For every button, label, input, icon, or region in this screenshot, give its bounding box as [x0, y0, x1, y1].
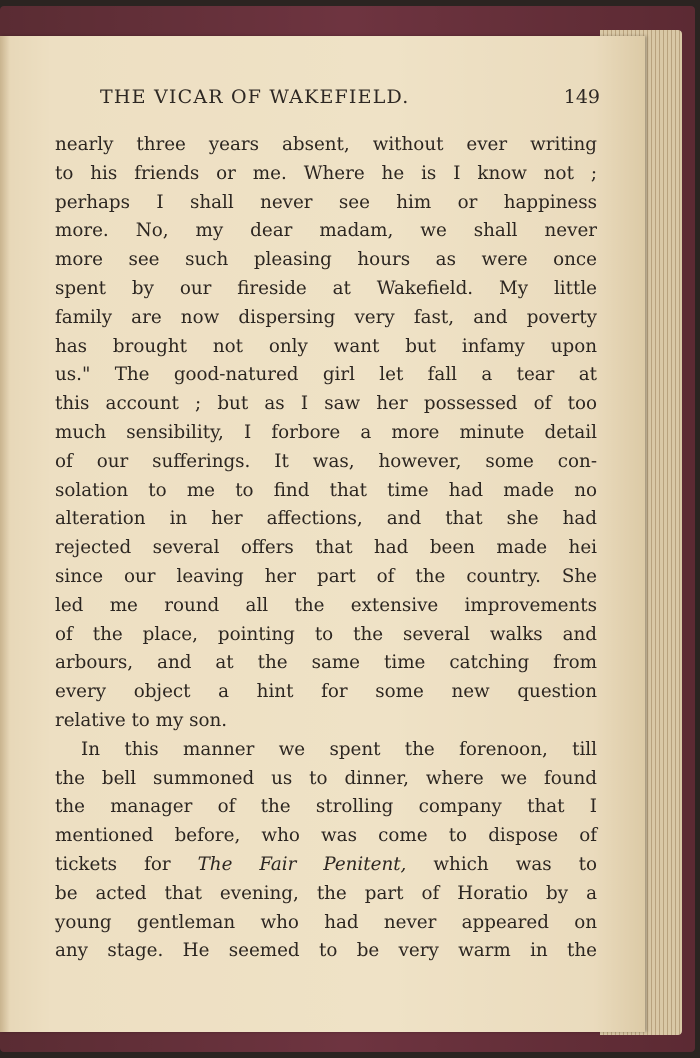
- text-line: perhaps I shall never see him or happiness: [55, 191, 597, 213]
- text-line: to his friends or me. Where he is I know not ;: [55, 162, 597, 184]
- text-line: relative to my son.: [55, 709, 228, 731]
- text-line: of our sufferings. It was, however, some con-: [55, 450, 597, 472]
- text-segment: which was to: [406, 853, 597, 875]
- text-segment: tickets for: [55, 853, 198, 875]
- text-line: young gentleman who had never appeared on: [55, 911, 597, 933]
- text-line: has brought not only want but infamy upon: [55, 335, 597, 357]
- text-line: much sensibility, I forbore a more minute detail: [55, 421, 597, 443]
- text-line: since our leaving her part of the country. She: [55, 565, 597, 587]
- text-line: more. No, my dear madam, we shall never: [55, 220, 597, 242]
- text-line: the bell summoned us to dinner, where we found: [55, 767, 597, 789]
- paragraph-start-line: In this manner we spent the forenoon, till: [81, 738, 597, 760]
- text-line: this account ; but as I saw her possessed of too: [55, 393, 597, 415]
- text-line: nearly three years absent, without ever writing: [55, 134, 597, 155]
- book-page: [0, 36, 645, 1032]
- text-line: be acted that evening, the part of Horatio by a: [55, 882, 597, 904]
- text-line: arbours, and at the same time catching from: [55, 652, 597, 674]
- text-line: of the place, pointing to the several walks and: [55, 623, 597, 645]
- text-line: any stage. He seemed to be very warm in the: [55, 940, 597, 962]
- text-line: more see such pleasing hours as were once: [55, 249, 597, 271]
- running-title: THE VICAR OF WAKEFIELD.: [100, 86, 410, 108]
- page-number: 149: [563, 86, 600, 108]
- text-line: rejected several offers that had been made hei: [55, 537, 597, 559]
- text-line-with-title: [55, 851, 597, 880]
- text-line: solation to me to find that time had made no: [55, 479, 597, 501]
- play-title: The Fair Penitent,: [197, 853, 407, 875]
- text-line: alteration in her affections, and that she had: [55, 508, 597, 530]
- text-line: us." The good-natured girl let fall a tear at: [55, 364, 597, 386]
- body-text: [55, 131, 597, 966]
- text-line: the manager of the strolling company that I: [55, 796, 597, 818]
- text-line: spent by our fireside at Wakefield. My little: [55, 277, 597, 299]
- text-line: family are now dispersing very fast, and poverty: [55, 306, 597, 328]
- text-line: led me round all the extensive improvements: [55, 594, 597, 616]
- text-line: every object a hint for some new question: [55, 681, 597, 703]
- running-head: [100, 86, 600, 116]
- text-line: mentioned before, who was come to dispose of: [55, 825, 597, 847]
